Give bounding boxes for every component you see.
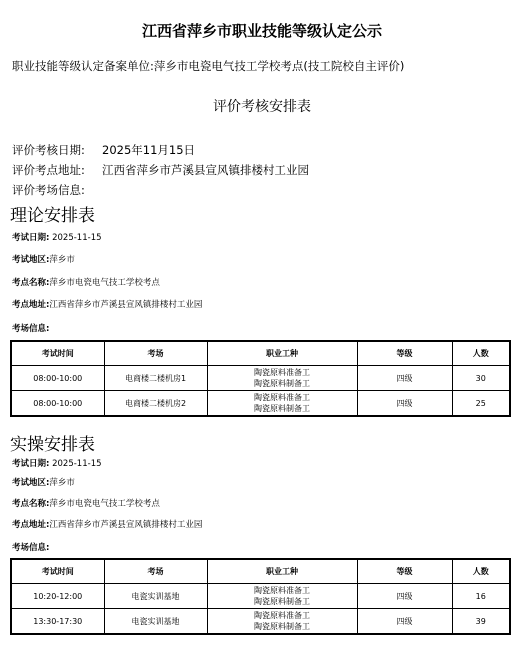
unit-label: 职业技能等级认定备案单位: — [12, 59, 154, 73]
cell-time: 08:00-10:00 — [11, 366, 104, 391]
job-line: 陶瓷原料准备工 — [254, 586, 310, 595]
job-line: 陶瓷原料制备工 — [254, 379, 310, 388]
job-line: 陶瓷原料准备工 — [254, 368, 310, 377]
practical-region — [12, 476, 75, 488]
cell-room: 电商楼二楼机房2 — [104, 391, 207, 417]
theory-section-heading: 理论安排表 — [10, 206, 95, 226]
summary-address-value: 江西省萍乡市芦溪县宣风镇排楼村工业园 — [102, 163, 309, 177]
job-line: 陶瓷原料准备工 — [254, 611, 310, 620]
practical-section-heading: 实操安排表 — [10, 435, 95, 455]
table-row — [11, 366, 510, 391]
table-header-row — [11, 559, 510, 584]
practical-region-value: 萍乡市 — [49, 478, 75, 488]
page-subtitle: 评价考核安排表 — [213, 99, 311, 115]
practical-address-value: 江西省萍乡市芦溪县宣风镇排楼村工业园 — [49, 520, 203, 530]
column-header: 人数 — [452, 341, 510, 366]
table-row — [11, 391, 510, 417]
cell-time: 10:20-12:00 — [11, 584, 104, 609]
column-header: 考试时间 — [11, 341, 104, 366]
summary-date-value: 2025年11月15日 — [102, 143, 196, 157]
theory-site-label: 考点名称: — [12, 278, 50, 288]
theory-date-label: 考试日期: — [12, 233, 50, 243]
theory-region — [12, 253, 75, 265]
column-header: 职业工种 — [207, 559, 357, 584]
job-line: 陶瓷原料制备工 — [254, 622, 310, 631]
cell-room: 电瓷实训基地 — [104, 609, 207, 635]
practical-region-label: 考试地区: — [12, 478, 50, 488]
column-header: 考试时间 — [11, 559, 104, 584]
job-line: 陶瓷原料制备工 — [254, 404, 310, 413]
column-header: 职业工种 — [207, 341, 357, 366]
practical-date-value: 2025-11-15 — [52, 459, 102, 469]
column-header: 等级 — [357, 559, 452, 584]
cell-job — [207, 366, 357, 391]
practical-room — [12, 541, 49, 553]
practical-date-label: 考试日期: — [12, 459, 50, 469]
theory-date — [12, 231, 102, 243]
cell-room: 电商楼二楼机房1 — [104, 366, 207, 391]
table-row — [11, 584, 510, 609]
practical-address — [12, 518, 202, 530]
theory-site — [12, 276, 160, 288]
practical-site — [12, 497, 160, 509]
cell-room: 电瓷实训基地 — [104, 584, 207, 609]
cell-level: 四级 — [357, 366, 452, 391]
theory-table — [10, 340, 511, 417]
practical-table — [10, 558, 511, 635]
page-title: 江西省萍乡市职业技能等级认定公示 — [141, 22, 382, 40]
cell-job — [207, 609, 357, 635]
cell-time: 08:00-10:00 — [11, 391, 104, 417]
summary-date-label: 评价考核日期: — [12, 143, 85, 157]
summary-date — [12, 142, 195, 158]
job-line: 陶瓷原料准备工 — [254, 393, 310, 402]
summary-site-label: 评价考场信息: — [12, 183, 85, 197]
job-line: 陶瓷原料制备工 — [254, 597, 310, 606]
practical-address-label: 考点地址: — [12, 520, 50, 530]
cell-job — [207, 391, 357, 417]
theory-region-value: 萍乡市 — [49, 255, 75, 265]
column-header: 等级 — [357, 341, 452, 366]
summary-address — [12, 162, 309, 178]
column-header: 考场 — [104, 341, 207, 366]
table-row — [11, 609, 510, 635]
summary-address-label: 评价考点地址: — [12, 163, 85, 177]
practical-site-label: 考点名称: — [12, 499, 50, 509]
theory-room — [12, 322, 49, 334]
practical-date — [12, 457, 102, 469]
registered-unit — [12, 58, 404, 74]
column-header: 考场 — [104, 559, 207, 584]
table-header-row — [11, 341, 510, 366]
summary-site — [12, 182, 102, 198]
theory-site-value: 萍乡市电瓷电气技工学校考点 — [49, 278, 160, 288]
theory-address — [12, 298, 202, 310]
cell-time: 13:30-17:30 — [11, 609, 104, 635]
practical-room-label: 考场信息: — [12, 543, 50, 553]
theory-address-value: 江西省萍乡市芦溪县宣风镇排楼村工业园 — [49, 300, 203, 310]
cell-job — [207, 584, 357, 609]
theory-address-label: 考点地址: — [12, 300, 50, 310]
cell-count: 39 — [452, 609, 510, 635]
cell-level: 四级 — [357, 584, 452, 609]
cell-level: 四级 — [357, 391, 452, 417]
theory-region-label: 考试地区: — [12, 255, 50, 265]
cell-count: 25 — [452, 391, 510, 417]
cell-count: 16 — [452, 584, 510, 609]
cell-count: 30 — [452, 366, 510, 391]
theory-date-value: 2025-11-15 — [52, 233, 102, 243]
cell-level: 四级 — [357, 609, 452, 635]
theory-room-label: 考场信息: — [12, 324, 50, 334]
unit-value: 萍乡市电瓷电气技工学校考点(技工院校自主评价) — [153, 59, 405, 73]
practical-site-value: 萍乡市电瓷电气技工学校考点 — [49, 499, 160, 509]
column-header: 人数 — [452, 559, 510, 584]
